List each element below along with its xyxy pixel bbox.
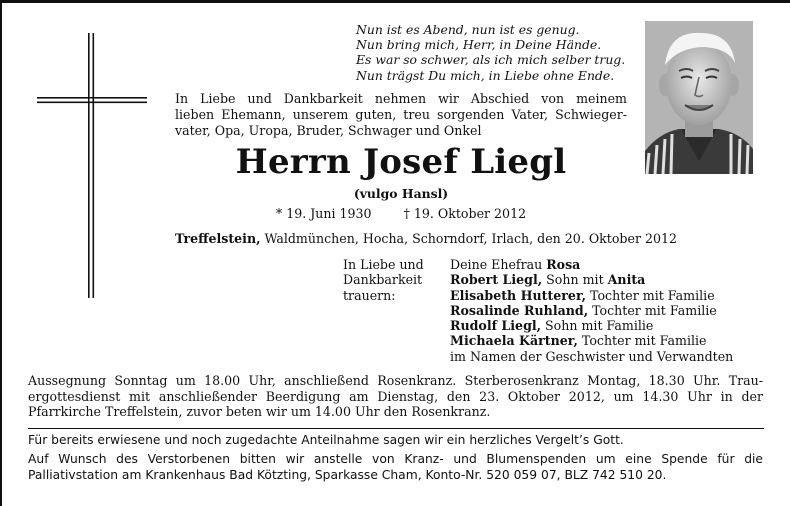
mourner-text: Sohn mit [542,272,608,288]
border-left [0,0,2,506]
poem-line: Nun ist es Abend, nun ist es genug. [356,22,580,37]
poem-line: Es war so schwer, als ich mich selber trug. [356,52,626,68]
mourner-name: Robert Liegl, [450,272,543,288]
mourner-name: Rosalinde Ruhland, [450,302,589,318]
mourner-partner: Anita [607,272,646,288]
border-top [0,0,790,3]
birth-date: * 19. Juni 1930 [275,206,372,221]
donation-request [28,452,763,483]
poem-line: Nun trägst Du mich, in Liebe ohne Ende. [356,67,615,83]
mourner [450,257,770,272]
intro-text [175,91,627,139]
mourner-text: Deine Ehefrau [450,257,547,272]
intro-line: lieben Ehemann, unserem guten, treu sorgenden Vater, Schwieger- [175,107,627,122]
mourner-name: Rosa [546,257,581,272]
mourner [450,272,770,287]
poem-line: Nun bring mich, Herr, in Deine Hände. [356,37,602,53]
mourning-label-line: Dankbarkeit [343,272,423,288]
ceremony-line: ergottesdienst mit anschließender Beerdigung am Dienstag, den 23. Oktober 2012, um 14.30 Uhr in der [28,388,763,404]
life-dates [175,206,627,222]
thanks-text: Für bereits erwiesene und noch zugedachte Anteilnahme sagen wir ein herzliches Vergelt’s Gott. [28,433,624,447]
mourner-text: im Namen der Geschwister und Verwandten [450,348,734,364]
place-rest: Waldmünchen, Hocha, Schorndorf, Irlach, den 20. Oktober 2012 [260,231,678,246]
cross-icon [37,33,147,298]
deceased-name: Herrn Josef Liegl [235,142,567,182]
mourner [450,303,770,318]
divider [28,428,764,429]
ceremony-details [28,373,763,420]
mourning-label [343,257,443,303]
mourner-text: Tochter mit Familie [577,333,707,349]
ceremony-line: Aussegnung Sonntag um 18.00 Uhr, anschließend Rosenkranz. Sterberosenkranz Montag, 18.30 Uhr. Trau- [28,373,763,388]
place-town: Treffelstein, [175,231,261,246]
mourner [450,349,770,364]
portrait-photo [645,21,753,174]
mourner-text: Sohn mit Familie [541,318,654,334]
mourning-label-line: In Liebe und [343,257,424,272]
mourners-list [450,257,770,364]
death-date: † 19. Oktober 2012 [403,206,527,221]
ceremony-line: Pfarrkirche Treffelstein, zuvor beten wir um 14.00 Uhr den Rosenkranz. [28,404,491,420]
intro-line: vater, Opa, Uropa, Bruder, Schwager und Onkel [175,123,482,138]
place-date-line [175,231,700,247]
mourner-name: Elisabeth Hutterer, [450,287,587,303]
mourner-name: Rudolf Liegl, [450,318,542,334]
mourner [450,333,770,348]
donation-line: Auf Wunsch des Verstorbenen bitten wir anstelle von Kranz- und Blumenspenden um eine Spende für die [28,452,763,466]
poem [356,22,646,83]
donation-line: Palliativstation am Krankenhaus Bad Kötzting, Sparkasse Cham, Konto-Nr. 520 059 07, BLZ 742 510 20. [28,467,667,482]
mourner-name: Michaela Kärtner, [450,333,578,349]
mourner [450,318,770,333]
deceased-nickname: (vulgo Hansl) [353,186,449,201]
mourner-text: Tochter mit Familie [588,302,717,318]
mourner [450,288,770,303]
intro-line: In Liebe und Dankbarkeit nehmen wir Abschied von meinem [175,91,627,106]
mourner-text: Tochter mit Familie [586,287,715,303]
mourning-label-line: trauern: [343,287,396,303]
